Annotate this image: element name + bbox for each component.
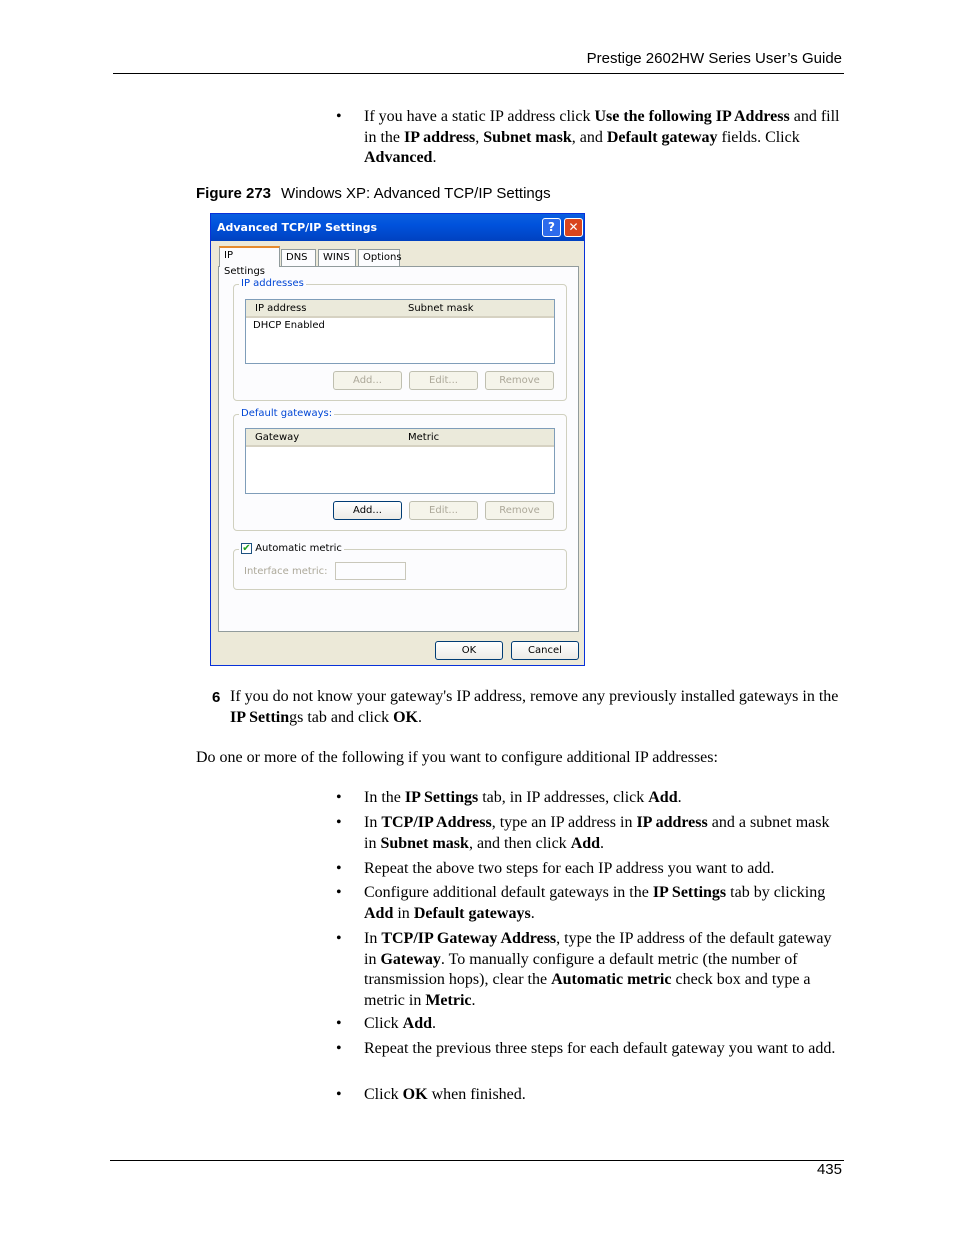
bullet-text: [364, 1085, 844, 1106]
text: In: [364, 814, 382, 831]
header-rule: [113, 73, 844, 74]
bullet-glyph: •: [336, 1015, 342, 1032]
ip-address-list[interactable]: [245, 299, 555, 364]
bullet-text: [364, 883, 844, 924]
running-header: Prestige 2602HW Series User’s Guide: [586, 50, 842, 67]
text: If you have a static IP address click: [364, 108, 595, 125]
gateway-edit-button[interactable]: Edit...: [409, 501, 478, 520]
text: Configure additional default gateways in the: [364, 884, 653, 901]
step-number: 6: [212, 689, 221, 706]
help-icon[interactable]: ?: [542, 218, 561, 237]
text: , type the IP address of the default gateway in: [364, 930, 832, 968]
gateway-list[interactable]: [245, 428, 555, 494]
interface-metric-field[interactable]: [335, 562, 406, 580]
bold-text: Gateway: [380, 950, 441, 968]
text: .: [471, 991, 476, 1009]
ip-list-header: [246, 300, 554, 318]
dialog-title: Advanced TCP/IP Settings: [217, 221, 378, 234]
text: tab by clicking: [726, 884, 826, 901]
ip-add-button[interactable]: Add...: [333, 371, 402, 390]
figure-caption: [196, 185, 551, 202]
gateway-remove-button[interactable]: Remove: [485, 501, 554, 520]
text: In the: [364, 789, 405, 806]
tab-options[interactable]: Options: [358, 249, 400, 266]
bold-text: Add: [402, 1015, 433, 1032]
list-item[interactable]: DHCP Enabled: [253, 320, 325, 331]
ip-remove-button[interactable]: Remove: [485, 371, 554, 390]
bold-text: IP address: [636, 814, 708, 831]
bullet-glyph: •: [336, 860, 342, 877]
bullet-text: Repeat the previous three steps for each default gateway you want to add.: [364, 1040, 836, 1057]
text: .: [417, 708, 422, 726]
text: .: [530, 904, 535, 922]
figure-title: Windows XP: Advanced TCP/IP Settings: [281, 185, 551, 202]
bullet-text: Repeat the above two steps for each IP address you want to add.: [364, 860, 775, 877]
bullet-glyph: •: [336, 814, 342, 831]
text: Click: [364, 1015, 403, 1032]
bold-text: TCP/IP Address: [381, 814, 492, 831]
close-icon[interactable]: ✕: [564, 218, 583, 237]
text: If you do not know your gateway's IP address, remove any previously installed gateways in the: [230, 688, 839, 705]
text: gs tab and click: [289, 708, 394, 726]
bullet-text: [364, 813, 844, 854]
bold-text: Subnet mask: [483, 128, 572, 146]
automatic-metric-option[interactable]: [239, 543, 344, 556]
bold-text: Advanced: [364, 149, 433, 166]
bold-text: Default gateway: [606, 128, 718, 146]
bold-text: Subnet mask: [380, 834, 469, 852]
bold-text: Default gateways: [413, 904, 531, 922]
text: .: [432, 1015, 437, 1032]
text: , type an IP address in: [491, 814, 637, 831]
text: , and then click: [468, 834, 571, 852]
col-gateway[interactable]: Gateway: [255, 432, 300, 443]
bold-text: Add: [570, 834, 601, 852]
footer-rule: [110, 1160, 844, 1161]
bold-text: IP Settings: [404, 789, 479, 806]
ip-settings-panel: [218, 266, 579, 632]
text: . To manually configure a default metric (the number of transmission hops), clear the: [364, 950, 798, 988]
advanced-tcpip-dialog: [210, 213, 585, 666]
bullet-text: [364, 1014, 844, 1035]
text: fields. Click: [717, 128, 800, 146]
text: and a subnet mask in: [364, 814, 830, 852]
bold-text: Use the following IP Address: [594, 108, 790, 125]
tab-dns[interactable]: DNS: [281, 249, 316, 266]
text: In: [364, 930, 382, 947]
bold-text: OK: [393, 708, 418, 726]
text: tab, in IP addresses, click: [478, 789, 649, 806]
text: , and: [571, 128, 607, 146]
step-6-text: [230, 687, 844, 728]
automatic-metric-label: Automatic metric: [255, 543, 342, 554]
ok-button[interactable]: OK: [435, 641, 503, 660]
page-number: 435: [816, 1161, 842, 1178]
text: ,: [475, 128, 484, 146]
bullet-text: [364, 929, 844, 1011]
text: check box and type a metric in: [364, 971, 811, 1009]
text: .: [677, 789, 682, 806]
gateway-add-button[interactable]: Add...: [333, 501, 402, 520]
col-metric[interactable]: Metric: [408, 432, 440, 443]
tab-ip-settings[interactable]: IP Settings: [219, 246, 280, 267]
bold-text: Automatic metric: [551, 971, 672, 988]
bold-text: Add: [648, 789, 678, 806]
bullet-glyph: •: [336, 1040, 342, 1057]
text: when finished.: [427, 1086, 526, 1103]
default-gateways-label: Default gateways:: [241, 408, 333, 419]
bold-text: Metric: [425, 991, 472, 1009]
ip-edit-button[interactable]: Edit...: [409, 371, 478, 390]
bullet-glyph: •: [336, 884, 342, 901]
interface-metric-label: Interface metric:: [244, 566, 328, 577]
bullet-text: [364, 788, 844, 809]
bold-text: OK: [402, 1086, 428, 1103]
gateway-list-header: [246, 429, 554, 447]
col-ip-address[interactable]: IP address: [255, 303, 307, 314]
text: Click: [364, 1086, 403, 1103]
body-paragraph: Do one or more of the following if you want to configure additional IP addresses:: [196, 749, 718, 766]
text: .: [600, 834, 605, 852]
ip-addresses-label: IP addresses: [241, 278, 304, 289]
col-subnet-mask[interactable]: Subnet mask: [408, 303, 474, 314]
cancel-button[interactable]: Cancel: [511, 641, 579, 660]
text: and fill in the: [364, 108, 840, 146]
bold-text: TCP/IP Gateway Address: [381, 930, 557, 947]
text: .: [432, 149, 437, 166]
bullet-glyph: •: [336, 1086, 342, 1103]
bullet-glyph: •: [336, 930, 342, 947]
text: in: [393, 904, 414, 922]
bold-text: IP Settings: [652, 884, 727, 901]
figure-number: Figure 273: [196, 185, 272, 202]
intro-bullet-text: [364, 107, 844, 169]
bold-text: IP address: [404, 128, 476, 146]
bold-text: Add: [364, 904, 394, 922]
bullet-glyph: •: [336, 789, 342, 806]
dialog-titlebar: [211, 214, 584, 241]
automatic-metric-checkbox[interactable]: ✔: [242, 543, 251, 554]
bold-text: IP Settin: [230, 708, 290, 726]
tab-wins[interactable]: WINS: [318, 249, 356, 266]
bullet-glyph: •: [336, 108, 342, 125]
